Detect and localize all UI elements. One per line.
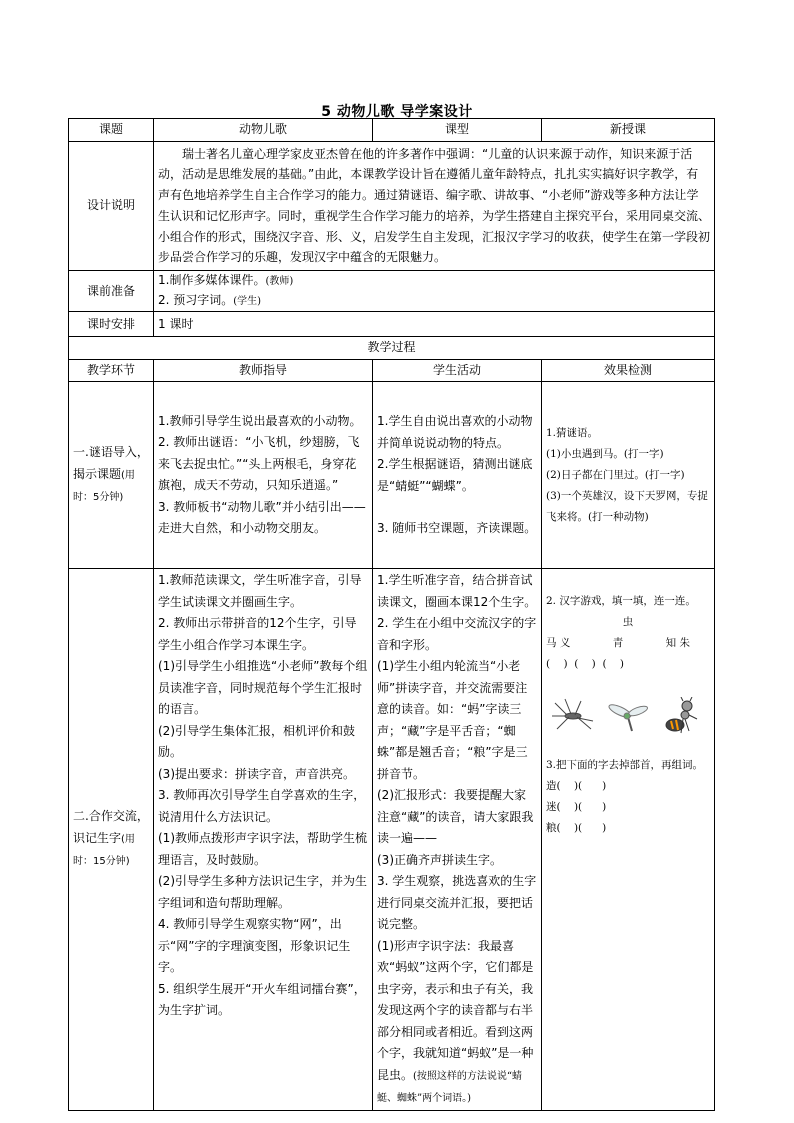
type-label: 课型 [373, 119, 542, 142]
section-row-2 [69, 569, 715, 1111]
prep-item: 2. 预习字词。(学生) [158, 293, 262, 308]
process-row [69, 337, 715, 360]
check-cell: 1.猜谜语。 (1)小虫遇到马。(打一字) (2)日子都在门里过。(打一字) (3)一个英雄汉，设下天罗网，专捉飞来将。(打一种动物) [542, 382, 715, 569]
column-header-row [69, 359, 715, 382]
teacher-cell: 1.教师引导学生说出最喜欢的小动物。 2. 教师出谜语：“小飞机，纱翅膀，飞来飞去捉虫忙。”“头上两根毛，身穿花旗袍，成天不劳动，只知乐逍遥。” 3. 教师板书“动物儿歌”并小结引出——走进大自然，和小动物交朋友。 [154, 382, 373, 569]
student-cell: 1.学生自由说出喜欢的小动物并简单说说动物的特点。 2.学生根据谜语，猜测出谜底是“蜻蜓”“蝴蝶”。 3. 随师书空课题，齐读课题。 [373, 382, 542, 569]
col-student: 学生活动 [373, 359, 542, 382]
design-text: 瑞士著名儿童心理学家皮亚杰曾在他的许多著作中强调：“儿童的认识来源于动作，知识来源于活动，活动是思维发展的基础。”由此，本课教学设计旨在遵循儿童年龄特点，扎扎实实搞好识字教学，有声有色地培养学生自主合作学习的能力。通过猜谜语、编字歌、讲故事、“小老师”游戏等多种方法让学生认识和记忆形声字。同时，重视学生合作学习能力的培养，为学生搭建自主探究平台，采用同桌交流、小组合作的形式，围绕汉字音、形、义，启发学生自主发现，汇报汉字学习的收获，使学生在第一学段初步品尝合作学习的乐趣，发现汉字中蕴含的无限魅力。 [154, 141, 715, 271]
design-row [69, 141, 715, 271]
ant-icon [661, 697, 705, 737]
teacher-cell: 1.教师范读课文，学生听准字音，引导学生试读课文并圈画生字。 2. 教师出示带拼音的12个生字，引导学生小组合作学习本课生字。 (1)引导学生小组推选“小老师”教每个组员读准字音，同时规范每个学生汇报时的语言。 (2)引导学生集体汇报，相机评价和鼓励。 (3)提出要求：拼读字音，声音洪亮。 3. 教师再次引导学生自学喜欢的生字，说清用什么方法识记。 (1)教师点拨形声字识字法，帮助学生梳理语言，及时鼓励。 (2)引导学生多种方法识记生字，并为生字组词和造句帮助理解。 4. 教师引导学生观察实物“网”，出示“网”字的字理演变图，形象识记生字。 5. 组织学生展开“开火车组词擂台赛”，为生字扩词。 [154, 569, 373, 1111]
type-value: 新授课 [542, 119, 715, 142]
student-cell: 1.学生听准字音，结合拼音试读课文，圈画本课12个生字。 2. 学生在小组中交流汉字的字音和字形。 (1)学生小组内轮流当“小老师”拼读字音，并交流需要注意的读音。如：“蚂”字读三声；“藏”字是平舌音；“蜘蛛”都是翘舌音；“粮”字是三拼音节。 (2)汇报形式：我要提醒大家注意“藏”的读音，请大家跟我读一遍—— (3)正确齐声拼读生字。 3. 学生观察，挑选喜欢的生字进行同桌交流并汇报，要把话说完整。 (1)形声字识字法：我最喜欢“蚂蚁”这两个字，它们都是虫字旁，表示和虫子有关，我发现这两个字的读音都与右半部分相同或者相近。看到这两个字，我就知道“蚂蚁”是一种昆虫。(按照这样的方法说说“蜻蜓、蜘蛛”两个词语。) [373, 569, 542, 1111]
prep-item: 1.制作多媒体课件。(教师) [158, 273, 294, 288]
topic-label: 课题 [69, 119, 154, 142]
header-row [69, 119, 715, 142]
lesson-plan-table [68, 118, 715, 1111]
col-teacher: 教师指导 [154, 359, 373, 382]
topic-value: 动物儿歌 [154, 119, 373, 142]
process-label: 教学过程 [69, 337, 715, 360]
schedule-label: 课时安排 [69, 312, 154, 337]
prep-row [69, 271, 715, 312]
schedule-value: 1 课时 [154, 312, 715, 337]
insect-images [546, 697, 710, 737]
col-check: 效果检测 [542, 359, 715, 382]
prep-label: 课前准备 [69, 271, 154, 312]
section-row-1 [69, 382, 715, 569]
page-title: 5 动物儿歌 导学案设计 [321, 104, 473, 120]
mosquito-icon [551, 697, 595, 733]
stage-cell: 一.谜语导入，揭示课题(用时：5分钟) [69, 382, 154, 569]
schedule-row [69, 312, 715, 337]
col-stage: 教学环节 [69, 359, 154, 382]
answer-blanks: ( ) ( ) ( ) [546, 658, 624, 671]
check-cell: 2. 汉字游戏，填一填，连一连。 虫 马 义 青 知 朱 ( ) ( ) ( ) 3.把下面的字去掉部首，再组词。 造( )( ) 迷( )( ) 粮( )( ) [542, 569, 715, 1111]
stage-cell: 二.合作交流，识记生字(用时：15分钟) [69, 569, 154, 1111]
design-label: 设计说明 [69, 141, 154, 271]
dragonfly-icon [606, 697, 650, 733]
